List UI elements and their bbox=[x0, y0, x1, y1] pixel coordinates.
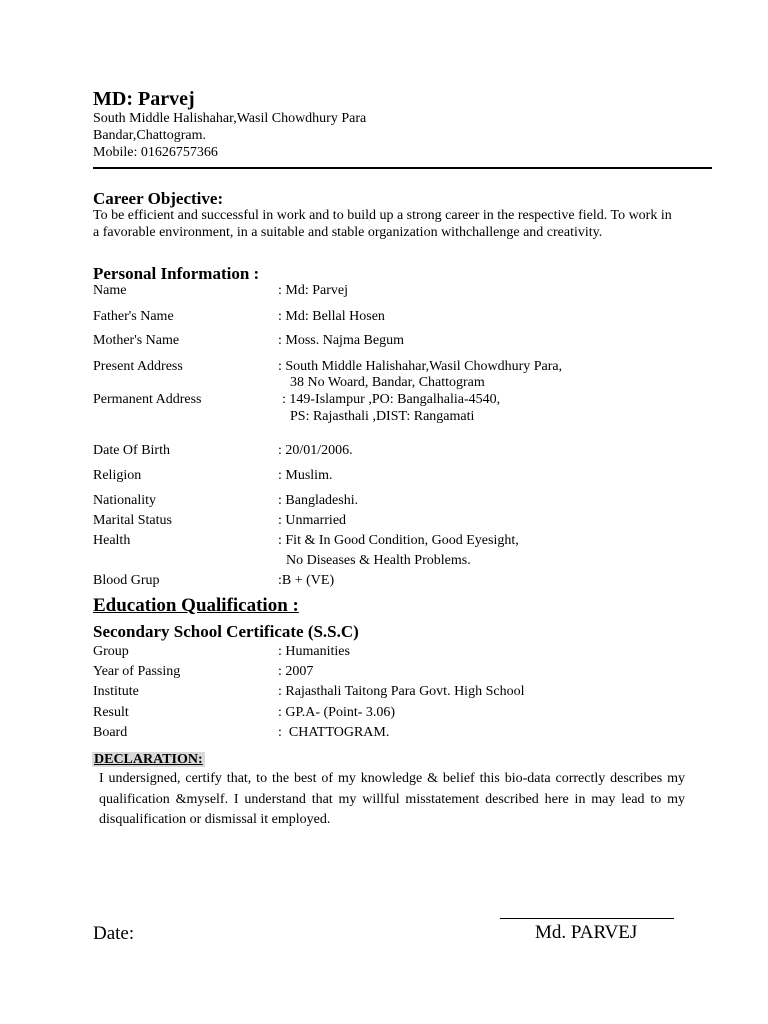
value-nationality: : Bangladeshi. bbox=[278, 493, 359, 508]
label-permanent-address: Permanent Address bbox=[93, 392, 202, 407]
label-nationality: Nationality bbox=[93, 493, 156, 508]
value-present-address: : South Middle Halishahar,Wasil Chowdhury Para, bbox=[278, 359, 563, 374]
label-fathers-name: Father's Name bbox=[93, 309, 174, 324]
value-name: : Md: Parvej bbox=[278, 283, 348, 298]
label-board: Board bbox=[93, 725, 128, 740]
value-fathers-name: : Md: Bellal Hosen bbox=[278, 309, 385, 324]
label-result: Result bbox=[93, 705, 129, 720]
value-mothers-name: : Moss. Najma Begum bbox=[278, 333, 404, 348]
label-group: Group bbox=[93, 644, 129, 659]
address-line-1: South Middle Halishahar,Wasil Chowdhury Para bbox=[93, 111, 367, 126]
mobile-number: Mobile: 01626757366 bbox=[93, 145, 218, 160]
header-divider bbox=[93, 167, 712, 169]
label-name: Name bbox=[93, 283, 127, 298]
education-heading: Education Qualification : bbox=[93, 595, 299, 616]
date-label: Date: bbox=[93, 923, 135, 944]
label-year-of-passing: Year of Passing bbox=[93, 664, 181, 679]
label-date-of-birth: Date Of Birth bbox=[93, 443, 170, 458]
label-mothers-name: Mother's Name bbox=[93, 333, 180, 348]
career-objective-text: To be efficient and successful in work and to build up a strong career in the respective field. To work in a favorable environment, in a suitable and stable organization withchallenge and creativity. bbox=[93, 208, 672, 240]
value-religion: : Muslim. bbox=[278, 468, 333, 483]
value-year-of-passing: : 2007 bbox=[278, 664, 314, 679]
value-group: : Humanities bbox=[278, 644, 350, 659]
personal-info-heading: Personal Information : bbox=[93, 264, 260, 283]
value-result: : GP.A- (Point- 3.06) bbox=[278, 705, 396, 720]
label-blood-group: Blood Grup bbox=[93, 573, 160, 588]
value-blood-group: :B + (VE) bbox=[278, 573, 335, 588]
signature-line bbox=[500, 918, 674, 919]
label-religion: Religion bbox=[93, 468, 142, 483]
value-present-address-line-2: 38 No Woard, Bandar, Chattogram bbox=[290, 375, 485, 390]
value-institute: : Rajasthali Taitong Para Govt. High School bbox=[278, 684, 525, 699]
address-line-2: Bandar,Chattogram. bbox=[93, 128, 206, 143]
value-permanent-address-line-2: PS: Rajasthali ,DIST: Rangamati bbox=[290, 409, 475, 424]
declaration-text: I undersigned, certify that, to the best of my knowledge & belief this bio-data correctly describes my qualification &myself. I understand that my willful misstatement described here in may lead to my disqualification or dismissal it employed. bbox=[99, 771, 685, 827]
career-objective-heading: Career Objective: bbox=[93, 189, 224, 208]
signature-name: Md. PARVEJ bbox=[535, 922, 638, 943]
label-present-address: Present Address bbox=[93, 359, 183, 374]
value-date-of-birth: : 20/01/2006. bbox=[278, 443, 353, 458]
label-health: Health bbox=[93, 533, 131, 548]
value-permanent-address: : 149-Islampur ,PO: Bangalhalia-4540, bbox=[282, 392, 501, 407]
candidate-name: MD: Parvej bbox=[93, 88, 195, 110]
value-health-line-2: No Diseases & Health Problems. bbox=[286, 553, 471, 568]
value-marital-status: : Unmarried bbox=[278, 513, 347, 528]
value-board: : CHATTOGRAM. bbox=[278, 725, 390, 740]
declaration-heading: DECLARATION: bbox=[94, 752, 203, 767]
label-institute: Institute bbox=[93, 684, 139, 699]
declaration-heading-wrap bbox=[92, 750, 205, 768]
ssc-subheading: Secondary School Certificate (S.S.C) bbox=[93, 622, 359, 641]
label-marital-status: Marital Status bbox=[93, 513, 172, 528]
value-health: : Fit & In Good Condition, Good Eyesight, bbox=[278, 533, 519, 548]
